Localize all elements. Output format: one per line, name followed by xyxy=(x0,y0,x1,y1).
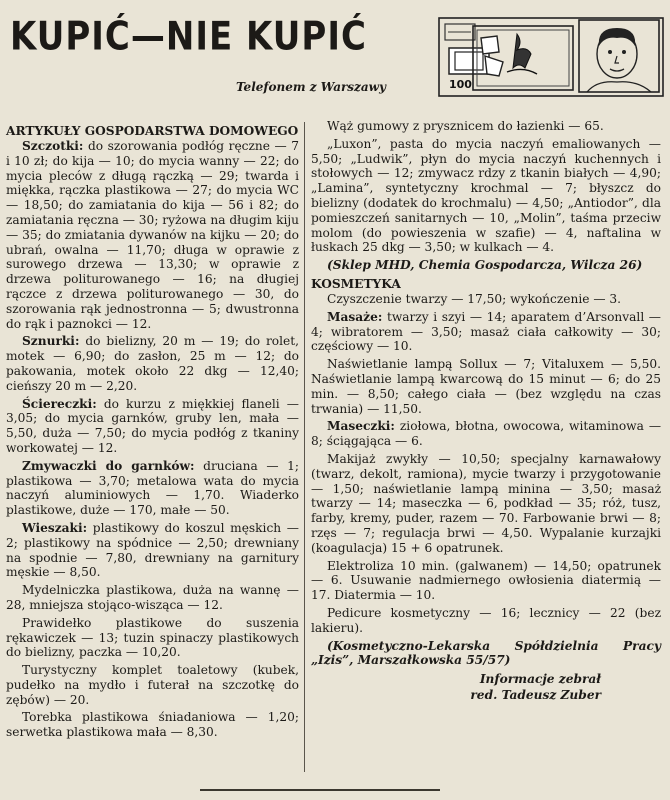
price-entry xyxy=(6,334,299,393)
entry-lead: Zmywaczki do garnków : xyxy=(22,459,195,473)
headline: KUPIĆ—NIE KUPIĆ xyxy=(10,14,367,60)
price-entry xyxy=(311,559,661,603)
entry-lead: Wieszaki : xyxy=(22,521,87,535)
left-column xyxy=(6,124,299,743)
entry-text: Elektroliza 10 min. (galwanem) — 14,50; opatrunek — 6. Usuwanie nadmiernego owłosienia diatermią — 17. Diatermia — 10. xyxy=(311,558,661,603)
entry-lead: Szczotki : xyxy=(22,139,83,153)
price-entry xyxy=(6,616,299,660)
left-items xyxy=(6,139,299,740)
entry-text: Mydelniczka plastikowa, duża na wannę — 28, mniejsza stojąco-wisząca — 12. xyxy=(6,583,299,612)
entry-text: Prawidełko plastikowe do suszenia rękawiczek — 13; tuzin spinaczy plastikowych do bielizny, paczka — 10,20. xyxy=(6,615,299,660)
entry-text: do kurzu z miękkiej flaneli — 3,05; do mycia garnków, gruby len, mała — 5,50, duża — 7,50; do mycia podłóg z tkaniny workowatej — 12. xyxy=(6,396,299,455)
entry-text: ziołowa, błotna, owocowa, witaminowa — 8; ściągająca — 6. xyxy=(311,419,662,449)
column-divider xyxy=(304,122,305,772)
section-title-household: ARTYKUŁY GOSPODARSTWA DOMOWEGO xyxy=(6,124,299,138)
dateline: Telefonem z Warszawy xyxy=(236,80,386,94)
entry-text: Wąż gumowy z prysznicem do łazienki — 65. xyxy=(327,119,604,133)
signature-line-2: red. Tadeusz Zuber xyxy=(470,687,601,702)
entry-text: Pedicure kosmetyczny — 16; lecznicy — 22 (bez lakieru). xyxy=(311,605,661,635)
price-entry xyxy=(311,452,661,556)
price-entry xyxy=(311,606,661,636)
decorative-drawing xyxy=(437,16,665,98)
right-items xyxy=(311,292,661,636)
entry-text: twarzy i szyi — 14; aparatem d’Arsonvall — 4; wibratorem — 3,50; masaż ciała całkowity — 30; częściowy — 10. xyxy=(311,309,661,354)
price-entry xyxy=(6,139,299,331)
entry-text: Naświetlanie lampą Sollux — 7; Vitaluxem — 5,50. Naświetlanie lampą kwarcową do 15 minut — 6; do 25 min. — 8,50; całego ciała — (bez względu na czas trwania) — 11,50. xyxy=(311,357,661,416)
price-entry xyxy=(6,583,299,613)
entry-text: do szorowania podłóg ręczne — 7 i 10 zł; do kija — 10; do mycia wanny — 22; do mycia pleców z długą rączką — 29; twarda i miękka, rączka plastikowa — 27; do mycia WC — 18,50; do zamiatania do kija — 56 i 82; do zamiatania ręczna — 30; ryżowa na długim kiju — 35; do zmiatania dywanów na kijku — 20; do ubrań, owalna — 11,70; długa w oprawie z surowego drzewa — 13,30; w oprawie z drzewa politurowanego — 16; na długiej rączce z drzewa politurowanego — 30, do szorowania rąk jednostronna — 5; dwustronna do rąk i paznokci — 12. xyxy=(6,139,300,331)
price-entry xyxy=(6,710,299,740)
entry-lead: Sznurki : xyxy=(22,334,79,348)
price-entry xyxy=(311,137,661,255)
price-entry xyxy=(6,459,299,518)
entry-text: plastikowy do koszul męskich — 2; plastikowy na spódnice — 2,50; drewniany na spodnie — 7,80, drewniany na garnitury męskie — 8,50. xyxy=(6,520,299,580)
entry-text: druciana — 1; plastikowa — 3,70; metalowa wata do mycia naczyń aluminiowych — 1,70. Wiaderko plastikowe, duże — 170, małe — 50. xyxy=(6,458,299,518)
price-tag: 100 xyxy=(449,78,472,91)
price-entry xyxy=(311,419,661,449)
entry-text: „Luxon”, pasta do mycia naczyń emaliowanych — 5,50; „Ludwik”, płyn do mycia naczyń kuchennych i stołowych — 12; zmywacz rdzy z tkanin białych — 4,90; „Lamina”, syntetyczny krochmal — 7; błyszcz do bielizny (dodatek do krochmalu) — 4,50; „Antiodor”, dla pomieszczeń sanitarnych — 10, „Molin”, taśma przeciw molom (do powieszenia w szafie) — 4, naftalina w łuskach 25 dkg — 3,50; w kulkach — 4. xyxy=(311,136,661,255)
price-entry xyxy=(311,119,661,134)
source-note-izis: (Kosmetyczno-Lekarska Spółdzielnia Pracy „Izis”, Marszałkowska 55/57) xyxy=(311,638,661,668)
price-entry xyxy=(311,310,661,354)
price-entry xyxy=(311,357,661,416)
entry-text: do bielizny, 20 m — 19; do rolet, motek — 6,90; do zasłon, 25 m — 12; do pakowania, motek około 22 dkg — 12,40; cieńszy 20 m — 2,20. xyxy=(6,334,299,393)
price-entry xyxy=(6,521,299,580)
section-title-cosmetics: KOSMETYKA xyxy=(311,276,401,291)
bottom-rule xyxy=(200,789,440,791)
entry-lead: Masaże : xyxy=(327,310,382,324)
right-column xyxy=(311,119,661,703)
source-note-chemia: (Sklep MHD, Chemia Gospodarcza, Wilcza 26) xyxy=(327,258,643,273)
price-entry xyxy=(311,292,661,307)
entry-text: Torebka plastikowa śniadaniowa — 1,20; serwetka plastikowa mała — 8,30. xyxy=(6,710,299,740)
price-entry xyxy=(6,397,299,456)
entry-text: Czyszczenie twarzy — 17,50; wykończenie — 3. xyxy=(327,291,622,306)
right-items-top xyxy=(311,119,661,255)
entry-lead: Maseczki : xyxy=(327,419,395,433)
entry-lead: Ściereczki : xyxy=(22,397,97,411)
entry-text: Makijaż zwykły — 10,50; specjalny karnawałowy (twarz, dekolt, ramiona), mycie twarzy i przygotowanie — 1,50; naświetlanie lampą minina — 3,50; masaż twarzy — 14; maseczka — 6, podkład — 35; róż, tusz, farby, kremy, puder, razem — 70. Farbowanie brwi — 8; rzęs — 7; regulacja brwi — 4,50. Wypalanie kurzajki (koagulacja) 15 + 6 opatrunek. xyxy=(311,451,661,555)
price-entry xyxy=(6,663,299,707)
entry-text: Turystyczny komplet toaletowy (kubek, pudełko na mydło i futerał na szczotkę do zębów) — 20. xyxy=(6,663,299,707)
signature-line-1: Informacje zebrał xyxy=(479,672,601,687)
